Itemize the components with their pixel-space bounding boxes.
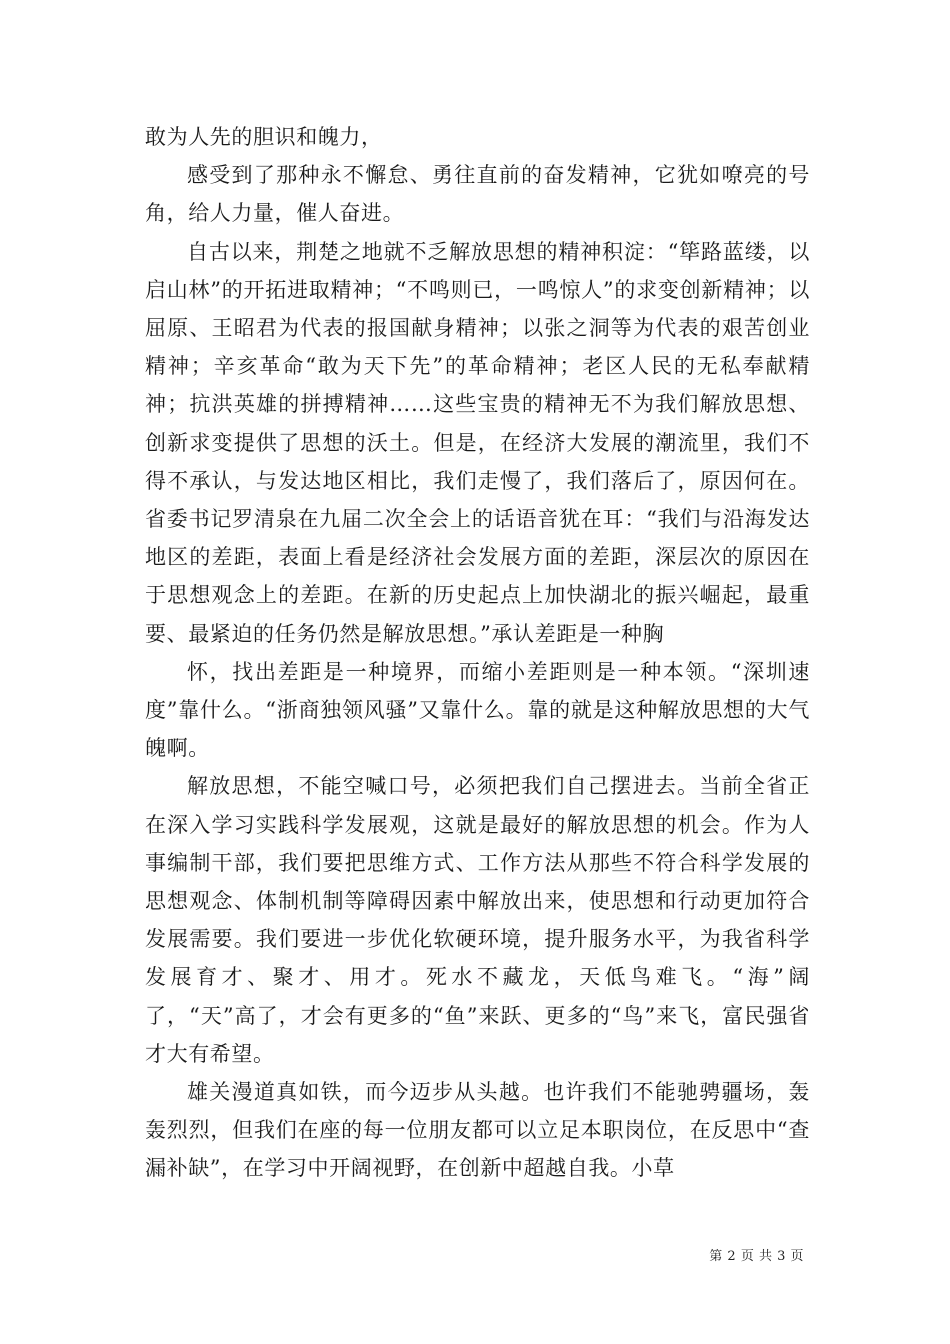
paragraph-3: 自古以来，荆楚之地就不乏解放思想的精神积淀：“筚路蓝缕，以启山林”的开拓进取精神；“不鸣则已，一鸣惊人”的求变创新精神；以屈原、王昭君为代表的报国献身精神；以张之洞等为代表的艰苦创业精神；辛亥革命“敢为天下先”的革命精神；老区人民的无私奉献精神；抗洪英雄的拼搏精神……这些宝贵的精神无不为我们解放思想、创新求变提供了思想的沃土。但是，在经济大发展的潮流里，我们不得不承认，与发达地区相比，我们走慢了，我们落后了，原因何在。省委书记罗清泉在九届二次全会上的话语音犹在耳：“我们与沿海发达地区的差距，表面上看是经济社会发展方面的差距，深层次的原因在于思想观念上的差距。在新的历史起点上加快湖北的振兴崛起，最重要、最紧迫的任务仍然是解放思想。”承认差距是一种胸 — [145, 239, 810, 646]
paragraph-4: 怀，找出差距是一种境界，而缩小差距则是一种本领。“深圳速度”靠什么。“浙商独领风骚”又靠什么。靠的就是这种解放思想的大气魄啊。 — [145, 659, 810, 761]
paragraph-1: 敢为人先的胆识和魄力， — [145, 125, 383, 149]
body-text — [145, 118, 810, 1188]
page-number-footer: 第 2 页 共 3 页 — [709, 1249, 804, 1264]
paragraph-2: 感受到了那种永不懈怠、勇往直前的奋发精神，它犹如嘹亮的号角，给人力量，催人奋进。 — [145, 163, 810, 226]
paragraph-6: 雄关漫道真如铁，而今迈步从头越。也许我们不能驰骋疆场，轰轰烈烈，但我们在座的每一位朋友都可以立足本职岗位，在反思中“查漏补缺”，在学习中开阔视野，在创新中超越自我。小草 — [145, 1080, 810, 1181]
paragraph-5: 解放思想，不能空喊口号，必须把我们自己摆进去。当前全省正在深入学习实践科学发展观，这就是最好的解放思想的机会。作为人事编制干部，我们要把思维方式、工作方法从那些不符合科学发展的思想观念、体制机制等障碍因素中解放出来，使思想和行动更加符合发展需要。我们要进一步优化软硬环境，提升服务水平，为我省科学发展育才、聚才、用才。死水不藏龙，天低鸟难飞。“海”阔了，“天”高了，才会有更多的“鱼”来跃、更多的“鸟”来飞，富民强省才大有希望。 — [145, 774, 810, 1066]
